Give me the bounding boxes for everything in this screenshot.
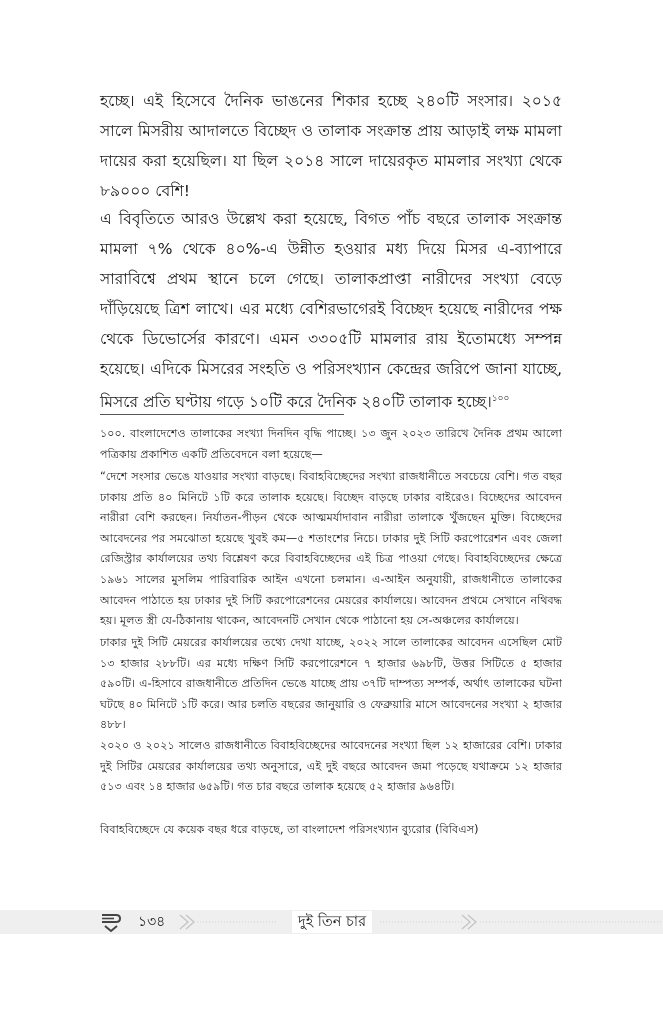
footer-dotted-line xyxy=(480,912,663,932)
body-paragraph-2-text: এ বিবৃতিতে আরও উল্লেখ করা হয়েছে, বিগত পাঁচ বছরে তালাক সংক্রান্ত মামলা ৭% থেকে ৪০%-এ উন্নীত হওয়ার মধ্য দিয়ে মিসর এ-ব্যাপারে সারাবিশ্বে প্রথম স্থানে চলে গেছে। তালাকপ্রাপ্তা নারীদের সংখ্যা বেড়ে দাঁড়িয়েছে ত্রিশ লাখে। এর মধ্যে বেশিরভাগেরই বিচ্ছেদ হয়েছে নারীদের পক্ষ থেকে ডিভোর্সের কারণে। এমন ৩৩০৫টি মামলার রায় ইতোমধ্যে সম্পন্ন হয়েছে। এদিকে মিসরের সংহতি ও পরিসংখ্যান কেন্দ্রের জরিপে জানা যাচ্ছে, মিসরে প্রতি ঘণ্টায় গড়ে ১০টি করে দৈনিক ২৪০টি তালাক হচ্ছে। xyxy=(100,210,562,412)
body-paragraph-2 xyxy=(100,204,562,417)
footnote-quote-paragraph-4: বিবাহবিচ্ছেদে যে কয়েক বছর ধরে বাড়ছে, তা বাংলাদেশ পরিসংখ্যান ব্যুরোর (বিবিএস) xyxy=(100,823,479,836)
footer-chevron-ornament-right xyxy=(378,912,478,932)
footer-chevron-ornament-left xyxy=(178,912,278,932)
publisher-logo-icon xyxy=(100,910,122,934)
page-footer xyxy=(0,904,663,940)
body-paragraph-1: হচ্ছে। এই হিসেবে দৈনিক ভাঙনের শিকার হচ্ছে ২৪০টি সংসার। ২০১৫ সালে মিসরীয় আদালতে বিচ্ছেদ ও তালাক সংক্রান্ত প্রায় আড়াই লক্ষ মামলা দায়ের করা হয়েছিল। যা ছিল ২০১৪ সালে দায়েরকৃত মামলার সংখ্যা থেকে ৮৯০০০ বেশি! xyxy=(100,92,562,200)
footnote-quote-paragraph-3: ২০২০ ও ২০২১ সালেও রাজধানীতে বিবাহবিচ্ছেদের আবেদনের সংখ্যা ছিল ১২ হাজারের বেশি। ঢাকার দুই সিটির মেয়রের কার্যালয়ের তথ্য অনুসারে, এই দুই বছরে আবেদন জমা পড়েছে যথাক্রমে ১২ হাজার ৫১৩ এবং ১৪ হাজার ৬৫৯টি। গত চার বছরে তালাক হয়েছে ৫২ হাজার ৯৬৪টি। xyxy=(100,739,562,794)
footnote-intro: ১০০. বাংলাদেশেও তালাকের সংখ্যা দিনদিন বৃদ্ধি পাচ্ছে। ১৩ জুন ২০২৩ তারিখে দৈনিক প্রথম আলো পত্রিকায় প্রকাশিত একটি প্রতিবেদনে বলা হয়েছে— xyxy=(100,427,562,461)
page-number: ১৩৪ xyxy=(134,912,169,932)
footnote-quote-paragraph-1: “দেশে সংসার ভেঙে যাওয়ার সংখ্যা বাড়ছে। বিবাহবিচ্ছেদের সংখ্যা রাজধানীতে সবচেয়ে বেশি। গত বছর ঢাকায় প্রতি ৪০ মিনিটে ১টি করে তালাক হয়েছে। বিচ্ছেদ বাড়ছে ঢাকার বাইরেও। বিচ্ছেদের আবেদন নারীরা বেশি করছেন। নির্যাতন-পীড়ন থেকে আত্মমর্যাদাবান নারীরা তালাকে খুঁজছেন মুক্তি। বিচ্ছেদের আবেদনের পর সমঝোতা হয়েছে খুবই কম—৫ শতাংশের নিচে। ঢাকার দুই সিটি করপোরেশন এবং জেলা রেজিস্ট্রার কার্যালয়ের তথ্য বিশ্লেষণ করে বিবাহবিচ্ছেদের এই চিত্র পাওয়া গেছে। বিবাহবিচ্ছেদের ক্ষেত্রে ১৯৬১ সালের মুসলিম পারিবারিক আইন এখনো চলমান। এ-আইন অনুযায়ী, রাজধানীতে তালাকের আবেদন পাঠাতে হয় ঢাকার দুই সিটি করপোরেশনের মেয়রের কার্যালয়ে। আবেদন প্রথমে সেখানে নথিবদ্ধ হয়। মূলত স্ত্রী যে-ঠিকানায় থাকেন, আবেদনটি সেখান থেকে পাঠানো হয় সে-অঞ্চলের কার্যালয়ে। xyxy=(100,470,562,628)
footnote-divider xyxy=(100,414,344,415)
footnote-quote-paragraph-2: ঢাকার দুই সিটি মেয়রের কার্যালয়ের তথ্যে দেখা যাচ্ছে, ২০২২ সালে তালাকের আবেদন এসেছিল মোট ১৩ হাজার ২৮৮টি। এর মধ্যে দক্ষিণ সিটি করপোরেশনে ৭ হাজার ৬৯৮টি, উত্তর সিটিতে ৫ হাজার ৫৯০টি। এ-হিসাবে রাজধানীতে প্রতিদিন ভেঙে যাচ্ছে প্রায় ৩৭টি দাম্পত্য সম্পর্ক, অর্থাৎ তালাকের ঘটনা ঘটছে ৪০ মিনিটে ১টি করে। আর চলতি বছরের জানুয়ারি ও ফেব্রুয়ারি মাসে আবেদনের সংখ্যা ২ হাজার ৪৮৮। xyxy=(100,636,562,732)
book-title: দুই তিন চার xyxy=(292,911,372,933)
footnote-reference: ১০০ xyxy=(491,394,510,404)
